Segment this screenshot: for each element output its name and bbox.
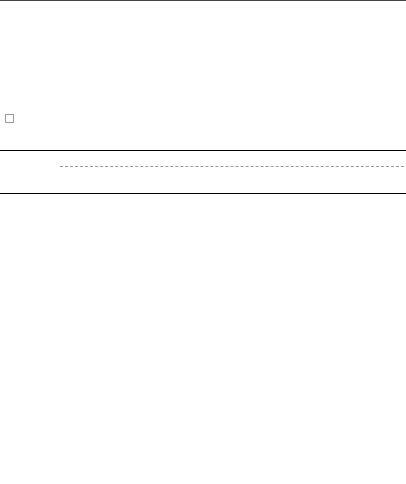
header-bottom-rule: [0, 193, 406, 194]
table-top-rule: [0, 150, 406, 151]
header-divider: [60, 166, 404, 167]
paragraph-mark-icon: [5, 114, 14, 123]
table-rule: [0, 0, 406, 1]
significance-note: [4, 112, 14, 123]
